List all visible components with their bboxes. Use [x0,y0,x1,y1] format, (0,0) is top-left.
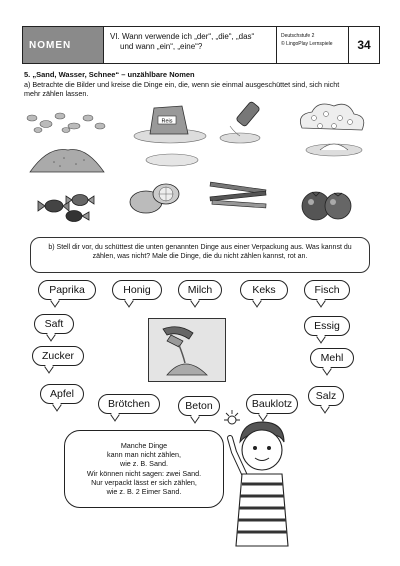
task-a-text: a) Betrachte die Bilder und kreise die Dinge ein, die, wenn sie einmal ausgeschüttet sind, sich nicht mehr zählen lassen. [24,80,340,98]
speech-line-6: wie z. B. 2 Eimer Sand. [106,487,182,497]
task-b-text: b) Stell dir vor, du schüttest die unten genannten Dinge aus einer Verpackung aus. Was kannst du zählen, was nicht? Male die Dinge, die du nicht zählen kannst, rot an. [30,237,370,273]
meta-line-1: Deutschstufe 2 [281,33,315,39]
word-bubble-saft[interactable]: Saft [34,314,74,334]
page-number: 34 [348,27,379,63]
meta-line-2: © LingoPlay Lernspiele [281,41,333,47]
word-bubble-bauklotz[interactable]: Bauklotz [246,394,298,414]
candies-image [34,182,104,226]
rice-label: Reis [161,118,173,125]
word-bubble-essig[interactable]: Essig [304,316,350,336]
word-bubble-beton[interactable]: Beton [178,396,220,416]
speech-line-2: kann man nicht zählen, [107,450,181,460]
speech-line-4: Wir können nicht sagen: zwei Sand. [86,468,202,478]
word-bubble-paprika[interactable]: Paprika [38,280,96,300]
speech-bubble [64,430,224,508]
word-bubble-salz[interactable]: Salz [308,386,344,406]
speech-line-3: wie z. B. Sand. [120,459,168,469]
sand-pile-image [24,138,110,178]
worksheet-header [22,26,380,64]
speech-line-5: Nur verpackt lässt er sich zählen, [91,477,197,487]
salt-shaker-image [216,96,266,146]
word-bubble-honig[interactable]: Honig [112,280,162,300]
word-bubble-fisch[interactable]: Fisch [304,280,350,300]
tomatoes-image [296,180,358,224]
pouring-sand-image [148,318,226,382]
title-line-2: und wann „ein“, „eine“? [120,42,203,51]
title-line-1: VI. Wann verwende ich „der“, „die“, „das“ [110,32,255,41]
lemons-image [124,172,184,220]
rice-bag-image [130,96,210,144]
header-meta [276,27,348,63]
pencils-image [204,176,274,216]
section-title: 5. „Sand, Wasser, Schnee“ – unzählbare Nomen [24,70,195,79]
word-bubble-broetchen[interactable]: Brötchen [98,394,160,414]
word-bubble-milch[interactable]: Milch [178,280,222,300]
word-bubble-zucker[interactable]: Zucker [32,346,84,366]
boy-illustration [222,408,302,553]
word-bubble-apfel[interactable]: Apfel [40,384,84,404]
word-bubble-mehl[interactable]: Mehl [310,348,354,368]
speech-line-1: Manche Dinge [120,441,168,450]
category-label: NOMEN [23,27,103,63]
worksheet-title [103,27,276,63]
snow-cloud-image [290,98,370,160]
idea-spark-icon [224,410,240,424]
word-bubble-keks[interactable]: Keks [240,280,288,300]
rice-pile-image [142,142,202,168]
water-drops-image [22,108,108,136]
